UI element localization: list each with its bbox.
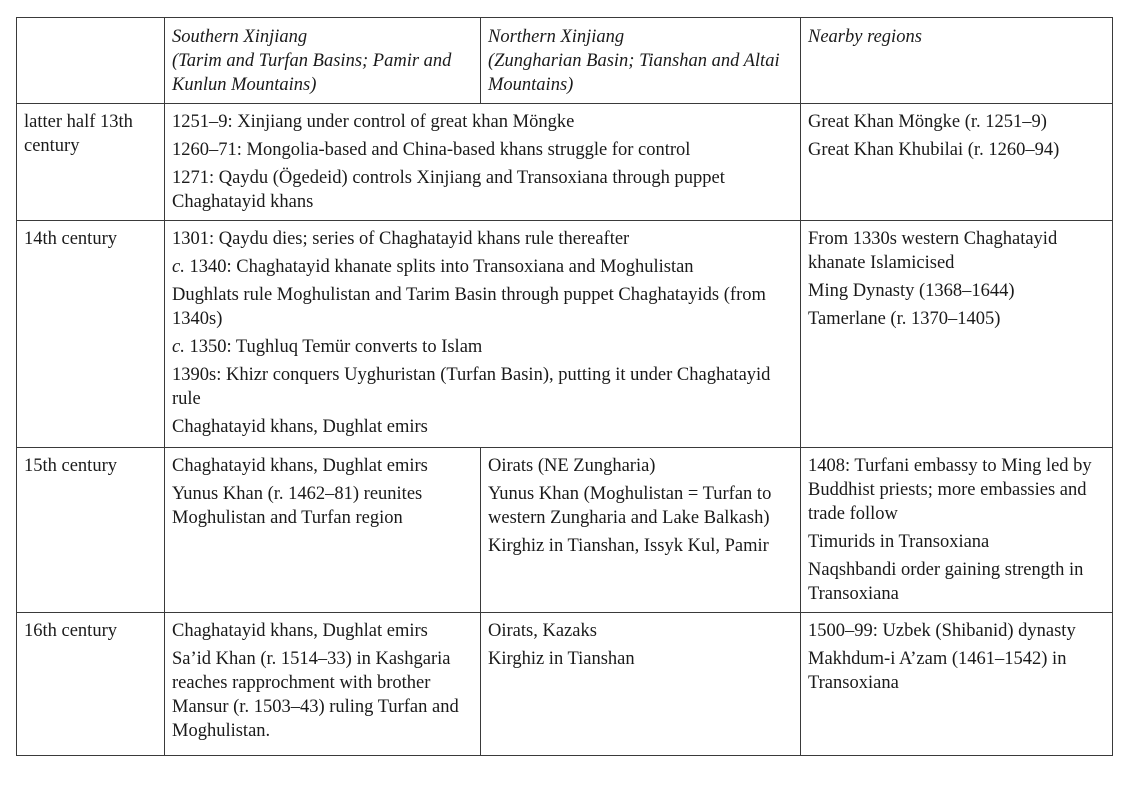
northern-xinjiang-cell <box>481 448 801 613</box>
event-entry: Kirghiz in Tianshan, Issyk Kul, Pamir <box>488 536 769 556</box>
event-entry: Oirats, Kazaks <box>488 621 597 641</box>
event-entry: 1251–9: Xinjiang under control of great khan Möngke <box>172 112 575 132</box>
event-entry: 1301: Qaydu dies; series of Chaghatayid khans rule thereafter <box>172 229 630 249</box>
nearby-entry: 1408: Turfani embassy to Ming led by Buddhist priests; more embassies and trade follow <box>808 456 1092 524</box>
table-row-16th-century <box>17 613 1113 756</box>
table-row-13th-century <box>17 104 1113 221</box>
xinjiang-events-cell <box>165 104 801 221</box>
chronology-table <box>16 17 1113 756</box>
southern-title: Southern Xinjiang <box>172 27 308 47</box>
event-entry: Chaghatayid khans, Dughlat emirs <box>172 417 428 437</box>
table-row-14th-century <box>17 221 1113 448</box>
event-text: 1340: Chaghatayid khanate splits into Transoxiana and Moghulistan <box>184 257 694 277</box>
event-entry: Sa’id Khan (r. 1514–33) in Kashgaria reaches rapprochment with brother Mansur (r. 1503–43) ruling Turfan and Moghulistan. <box>172 649 459 741</box>
event-entry: Kirghiz in Tianshan <box>488 649 635 669</box>
event-text: 1350: Tughluq Temür converts to Islam <box>184 337 483 357</box>
period-cell: 16th century <box>17 613 165 756</box>
event-entry: Chaghatayid khans, Dughlat emirs <box>172 456 428 476</box>
nearby-regions-cell <box>801 221 1113 448</box>
circa-abbrev: c. <box>172 257 185 277</box>
northern-subtitle: (Zungharian Basin; Tianshan and Altai Mountains) <box>488 51 780 95</box>
period-cell: 14th century <box>17 221 165 448</box>
nearby-title: Nearby regions <box>808 27 922 47</box>
southern-xinjiang-cell <box>165 613 481 756</box>
nearby-entry: Makhdum-i A’zam (1461–1542) in Transoxiana <box>808 649 1067 693</box>
table-header-row <box>17 18 1113 104</box>
nearby-entry: Ming Dynasty (1368–1644) <box>808 281 1015 301</box>
event-entry: Yunus Khan (r. 1462–81) reunites Moghulistan and Turfan region <box>172 484 423 528</box>
southern-xinjiang-cell <box>165 448 481 613</box>
period-cell: 15th century <box>17 448 165 613</box>
event-entry: Dughlats rule Moghulistan and Tarim Basin through puppet Chaghatayids (from 1340s) <box>172 285 766 329</box>
nearby-regions-cell <box>801 448 1113 613</box>
header-empty-cell <box>17 18 165 104</box>
event-entry: Yunus Khan (Moghulistan = Turfan to western Zungharia and Lake Balkash) <box>488 484 772 528</box>
event-entry: Chaghatayid khans, Dughlat emirs <box>172 621 428 641</box>
northern-title: Northern Xinjiang <box>488 27 625 47</box>
nearby-entry: Great Khan Khubilai (r. 1260–94) <box>808 140 1060 160</box>
nearby-entry: Great Khan Möngke (r. 1251–9) <box>808 112 1047 132</box>
nearby-regions-cell <box>801 104 1113 221</box>
circa-abbrev: c. <box>172 337 185 357</box>
event-entry: 1271: Qaydu (Ögedeid) controls Xinjiang and Transoxiana through puppet Chaghatayid khans <box>172 168 725 212</box>
table-row-15th-century <box>17 448 1113 613</box>
northern-xinjiang-cell <box>481 613 801 756</box>
nearby-entry: From 1330s western Chaghatayid khanate Islamicised <box>808 229 1058 273</box>
southern-subtitle: (Tarim and Turfan Basins; Pamir and Kunlun Mountains) <box>172 51 452 95</box>
event-entry: Oirats (NE Zungharia) <box>488 456 656 476</box>
nearby-regions-cell <box>801 613 1113 756</box>
nearby-entry: Timurids in Transoxiana <box>808 532 990 552</box>
event-entry: 1390s: Khizr conquers Uyghuristan (Turfan Basin), putting it under Chaghatayid rule <box>172 365 771 409</box>
event-entry <box>172 335 793 359</box>
nearby-entry: Naqshbandi order gaining strength in Transoxiana <box>808 560 1084 604</box>
header-southern-xinjiang <box>165 18 481 104</box>
nearby-entry: 1500–99: Uzbek (Shibanid) dynasty <box>808 621 1076 641</box>
chronology-page <box>16 17 1112 756</box>
event-entry <box>172 255 793 279</box>
period-cell: latter half 13th century <box>17 104 165 221</box>
nearby-entry: Tamerlane (r. 1370–1405) <box>808 309 1001 329</box>
header-nearby-regions <box>801 18 1113 104</box>
xinjiang-events-cell <box>165 221 801 448</box>
event-entry: 1260–71: Mongolia-based and China-based khans struggle for control <box>172 140 691 160</box>
header-northern-xinjiang <box>481 18 801 104</box>
